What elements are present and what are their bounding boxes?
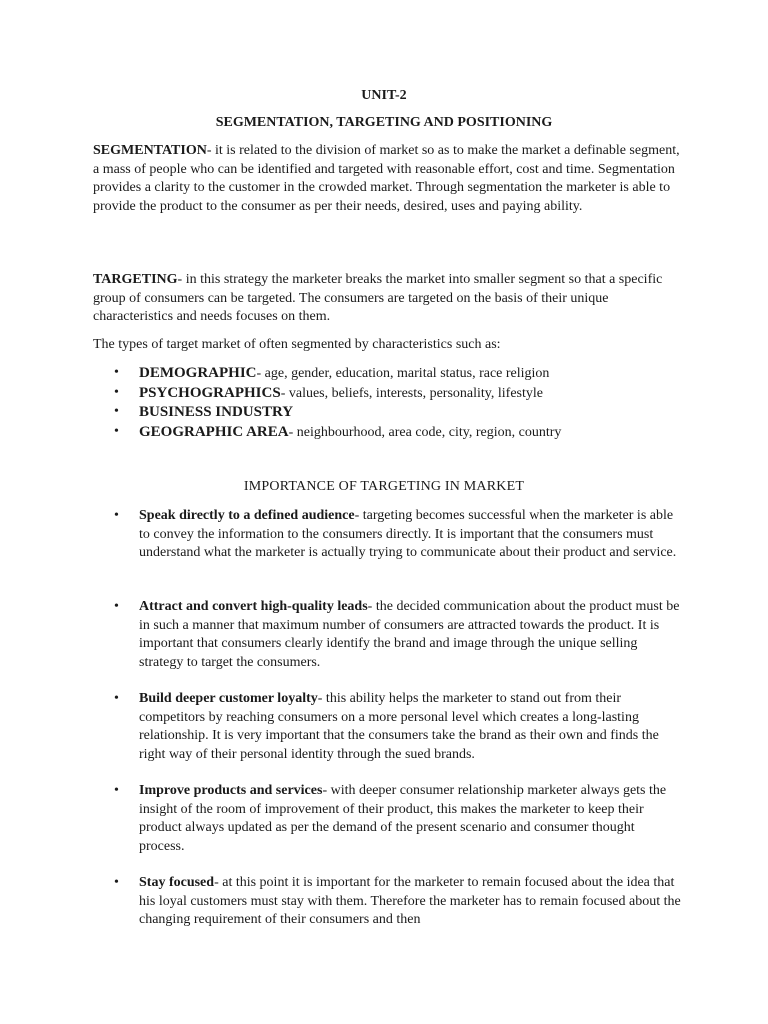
importance-term: Speak directly to a defined audience xyxy=(139,508,355,523)
list-item-term: GEOGRAPHIC AREA xyxy=(139,423,289,440)
bullet-icon: • xyxy=(114,599,119,614)
importance-text: - with deeper consumer relationship marketer always gets the insight of the room of improvement of their product, this makes the marketer to keep their product always updated as per the demand of the present scenario and consumer thought process. xyxy=(139,783,667,854)
importance-item-stay-focused xyxy=(93,874,683,930)
importance-term: Attract and convert high-quality leads xyxy=(139,599,368,614)
targeting-term: TARGETING xyxy=(93,272,178,287)
importance-text: - the decided communication about the product must be in such a manner that maximum number of consumers are attracted towards the product. It is important that consumers clearly identify the brand and image through the unique selling strategy to target the consumers. xyxy=(139,599,680,670)
list-item-term: DEMOGRAPHIC xyxy=(139,365,257,381)
importance-heading: IMPORTANCE OF TARGETING IN MARKET xyxy=(243,479,525,494)
importance-term: Stay focused xyxy=(139,875,215,890)
importance-item-attract-convert xyxy=(93,598,683,672)
bullet-icon: • xyxy=(114,783,119,798)
list-item-demographic xyxy=(93,364,683,384)
importance-item-customer-loyalty xyxy=(93,690,683,764)
bullet-icon: • xyxy=(114,365,119,380)
bullet-icon: • xyxy=(114,691,119,706)
targeting-paragraph xyxy=(93,271,683,327)
bullet-icon: • xyxy=(114,384,119,400)
importance-text: - this ability helps the marketer to stand out from their competitors by reaching consumers on a more personal level which creates a long-lasting relationship. It is very important that the consumers take the brand as their own and finds the right way of their personal identity through the sued brands. xyxy=(139,691,659,762)
importance-term: Improve products and services xyxy=(139,783,323,798)
unit-heading: UNIT-2 xyxy=(361,88,407,103)
bullet-icon: • xyxy=(114,508,119,523)
bullet-icon: • xyxy=(114,875,119,890)
types-intro: The types of target market of often segmented by characteristics such as: xyxy=(93,337,501,352)
list-item-psychographics xyxy=(93,384,683,404)
list-item-term: PSYCHOGRAPHICS xyxy=(139,384,281,401)
types-list xyxy=(93,364,683,442)
importance-text: - at this point it is important for the marketer to remain focused about the idea that his loyal customers must stay with them. Therefore the marketer has to remain focused about the changing requirement of their consumers and then xyxy=(139,875,681,927)
importance-term: Build deeper customer loyalty xyxy=(139,691,318,706)
importance-item-speak-directly xyxy=(93,507,683,563)
list-item-business-industry xyxy=(93,403,683,423)
targeting-text: - in this strategy the marketer breaks the market into smaller segment so that a specific group of consumers can be targeted. The consumers are targeted on the basis of their unique characteristics and needs focuses on them. xyxy=(93,272,663,324)
bullet-icon: • xyxy=(114,404,119,419)
importance-item-improve-products xyxy=(93,782,683,856)
bullet-icon: • xyxy=(114,423,119,439)
importance-text: - targeting becomes successful when the marketer is able to convey the information to the consumers directly. It is important that the consumers must understand what the marketer is actually trying to communicate about their product and service. xyxy=(139,508,677,560)
list-item-geographic-area xyxy=(93,423,683,443)
segmentation-text: - it is related to the division of market so as to make the market a definable segment, a mass of people who can be identified and targeted with reasonable effort, cost and time. Segmentation provides a clarity to the customer in the crowded market. Through segmentation the marketer is able to provide the product to the consumer as per their needs, desired, uses and paying ability. xyxy=(93,143,680,214)
page-title: SEGMENTATION, TARGETING AND POSITIONING xyxy=(215,115,553,130)
list-item-text: - values, beliefs, interests, personality, lifestyle xyxy=(280,385,543,401)
segmentation-paragraph xyxy=(93,142,683,216)
segmentation-term: SEGMENTATION xyxy=(93,143,207,158)
list-item-term: BUSINESS INDUSTRY xyxy=(139,404,294,420)
list-item-text: - age, gender, education, marital status, race religion xyxy=(256,366,550,381)
list-item-text: - neighbourhood, area code, city, region, country xyxy=(288,424,562,440)
